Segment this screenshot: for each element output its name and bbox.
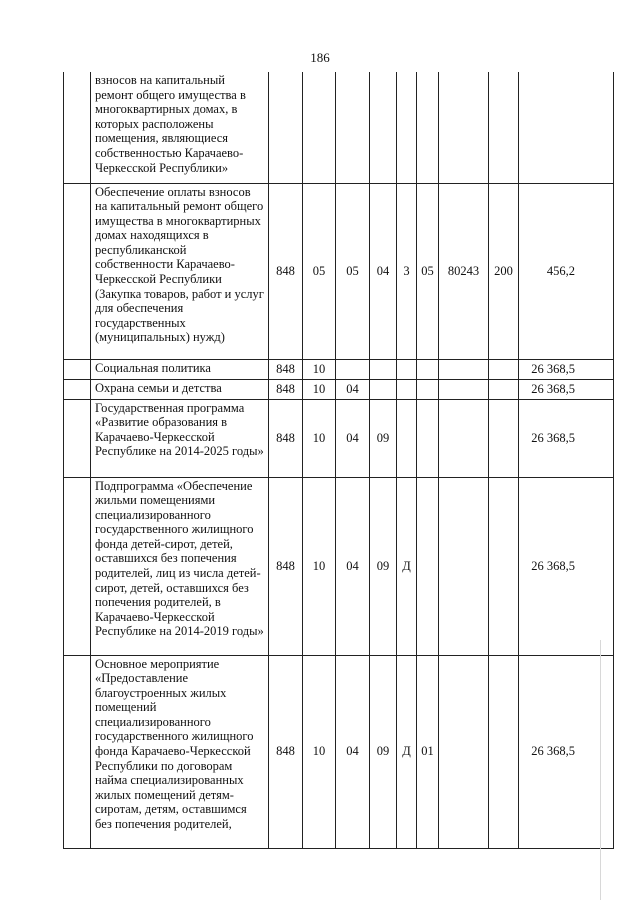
ministry-code: 848 (269, 183, 303, 359)
subprogram-code (397, 379, 417, 399)
section-code: 10 (303, 379, 336, 399)
amount (519, 72, 614, 183)
number-cell (64, 183, 91, 359)
amount: 26 368,5 (519, 379, 614, 399)
table-row (64, 399, 614, 477)
subsection-code: 05 (336, 183, 370, 359)
number-cell (64, 399, 91, 477)
number-cell (64, 477, 91, 655)
amount: 26 368,5 (519, 399, 614, 477)
item-name: Подпрограмма «Обеспечение жильми помещениями специализированного государственного жилищного фонда детей-сирот, детей, оставшихся без попечения родителей, лиц из числа детей-сирот, детей, оставшихся без попечения родителей, в Карачаево-Черкесской Республике на 2014-2019 годы» (91, 477, 269, 655)
activity-code (417, 399, 439, 477)
ministry-code: 848 (269, 399, 303, 477)
direction-code (439, 379, 489, 399)
table-row (64, 379, 614, 399)
ministry-code: 848 (269, 359, 303, 379)
program-code: 09 (370, 655, 397, 848)
expense-type-code (489, 359, 519, 379)
ministry-code: 848 (269, 655, 303, 848)
section-code: 10 (303, 359, 336, 379)
activity-code (417, 72, 439, 183)
section-code: 10 (303, 477, 336, 655)
subprogram-code: 3 (397, 183, 417, 359)
direction-code (439, 72, 489, 183)
item-name: взносов на капитальный ремонт общего имущества в многоквартирных домах, в которых расположены помещения, являющиеся собственностью Карачаево-Черкесской Республики» (91, 72, 269, 183)
subsection-code: 04 (336, 399, 370, 477)
item-name: Основное мероприятие «Предоставление благоустроенных жилых помещений специализированного государственного жилищного фонда Карачаево-Черкесской Республики по договорам найма специализированных жилых помещений детям-сиротам, детям, оставшимся без попечения родителей, (91, 655, 269, 848)
subprogram-code: Д (397, 477, 417, 655)
activity-code: 05 (417, 183, 439, 359)
page-number: 186 (310, 50, 330, 65)
table-row (64, 183, 614, 359)
section-code: 10 (303, 399, 336, 477)
expense-type-code (489, 72, 519, 183)
expense-type-code (489, 477, 519, 655)
direction-code: 80243 (439, 183, 489, 359)
budget-table (63, 72, 614, 849)
direction-code (439, 655, 489, 848)
subsection-code: 04 (336, 477, 370, 655)
table-row (64, 655, 614, 848)
subprogram-code (397, 399, 417, 477)
direction-code (439, 359, 489, 379)
expense-type-code (489, 655, 519, 848)
program-code (370, 379, 397, 399)
number-cell (64, 379, 91, 399)
number-cell (64, 655, 91, 848)
program-code: 09 (370, 399, 397, 477)
ministry-code (269, 72, 303, 183)
activity-code: 01 (417, 655, 439, 848)
subsection-code: 04 (336, 379, 370, 399)
table-row (64, 72, 614, 183)
item-name: Социальная политика (91, 359, 269, 379)
subprogram-code (397, 72, 417, 183)
item-name: Охрана семьи и детства (91, 379, 269, 399)
table-row (64, 477, 614, 655)
direction-code (439, 399, 489, 477)
activity-code (417, 379, 439, 399)
subsection-code (336, 359, 370, 379)
expense-type-code (489, 379, 519, 399)
expense-type-code: 200 (489, 183, 519, 359)
program-code (370, 359, 397, 379)
number-cell (64, 359, 91, 379)
ministry-code: 848 (269, 379, 303, 399)
program-code: 09 (370, 477, 397, 655)
expense-type-code (489, 399, 519, 477)
subsection-code: 04 (336, 655, 370, 848)
item-name: Обеспечение оплаты взносов на капитальный ремонт общего имущества в многоквартирных домах находящихся в республиканской собственности Карачаево-Черкесской Республики (Закупка товаров, работ и услуг для обеспечения государственных (муниципальных) нужд) (91, 183, 269, 359)
amount: 26 368,5 (519, 359, 614, 379)
amount: 26 368,5 (519, 477, 614, 655)
ministry-code: 848 (269, 477, 303, 655)
activity-code (417, 477, 439, 655)
item-name: Государственная программа «Развитие образования в Карачаево-Черкесской Республике на 2014-2025 годы» (91, 399, 269, 477)
section-code: 05 (303, 183, 336, 359)
activity-code (417, 359, 439, 379)
subsection-code (336, 72, 370, 183)
scan-artifact (600, 640, 601, 900)
subprogram-code (397, 359, 417, 379)
amount: 26 368,5 (519, 655, 614, 848)
table-row (64, 359, 614, 379)
subprogram-code: Д (397, 655, 417, 848)
section-code: 10 (303, 655, 336, 848)
program-code (370, 72, 397, 183)
amount: 456,2 (519, 183, 614, 359)
direction-code (439, 477, 489, 655)
program-code: 04 (370, 183, 397, 359)
number-cell (64, 72, 91, 183)
section-code (303, 72, 336, 183)
